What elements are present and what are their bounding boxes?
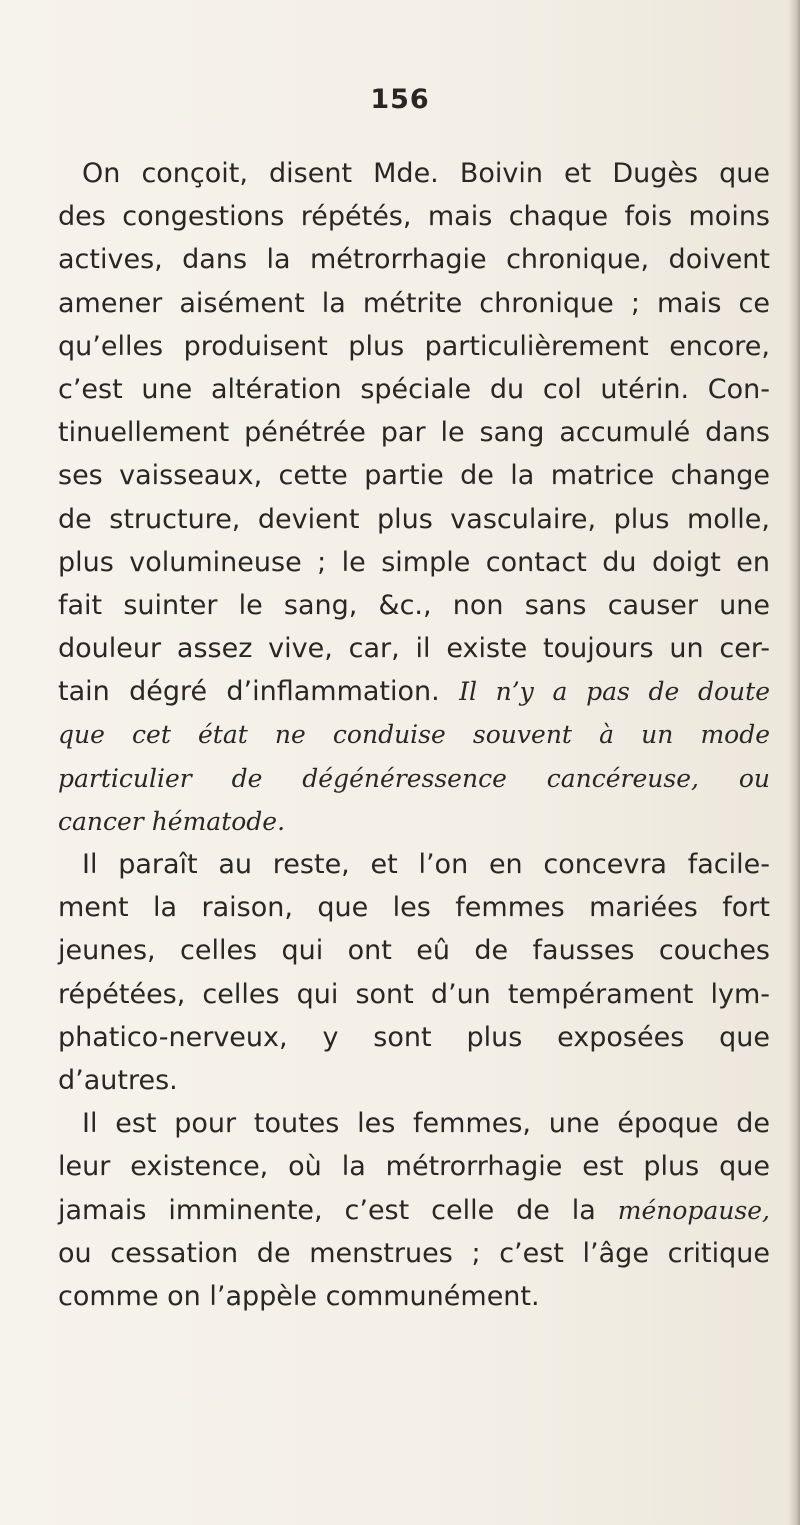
text-line: répétées, celles qui sont d’un tempérament lym-	[58, 978, 770, 1010]
text-line: leur existence, où la métrorrhagie est plus que	[58, 1151, 770, 1183]
text-line: tinuellement pénétrée par le sang accumulé dans	[58, 417, 770, 449]
text-segment: tain dégré d’inflammation.	[58, 676, 440, 708]
text-line: Il paraît au reste, et l’on en concevra facile-	[82, 849, 770, 880]
italic-text-line: cancer hématode.	[58, 806, 286, 836]
text-line: phatico-nerveux, y sont plus exposées que	[58, 1021, 770, 1053]
text-line: c’est une altération spéciale du col utérin. Con-	[58, 373, 770, 405]
text-line: douleur assez vive, car, il existe toujours un cer-	[58, 633, 770, 665]
text-line: amener aisément la métrite chronique ; mais ce	[58, 287, 770, 319]
text-line: actives, dans la métrorrhagie chronique, doivent	[58, 244, 770, 276]
text-line: qu’elles produisent plus particulièrement encore,	[58, 330, 770, 362]
text-line: de structure, devient plus vasculaire, plus molle,	[58, 503, 770, 535]
body-text	[58, 152, 770, 1318]
text-line: ses vaisseaux, cette partie de la matrice change	[58, 460, 770, 492]
text-line: d’autres.	[58, 1064, 178, 1096]
text-line: plus volumineuse ; le simple contact du doigt en	[58, 546, 770, 578]
italic-text-segment: Il n’y a pas de doute	[459, 677, 770, 707]
page-edge-shadow	[788, 0, 800, 1525]
text-line-mixed	[58, 1189, 770, 1232]
text-segment: jamais imminente, c’est celle de la	[58, 1194, 596, 1226]
text-line: Il est pour toutes les femmes, une époque de	[82, 1108, 770, 1140]
text-line: jeunes, celles qui ont eû de fausses couches	[58, 935, 770, 967]
text-line-mixed	[58, 670, 770, 713]
italic-text-line: particulier de dégénéressence cancéreuse, ou	[58, 763, 770, 793]
text-line: des congestions répétés, mais chaque fois moins	[58, 201, 770, 233]
text-line: fait suinter le sang, &c., non sans causer une	[58, 589, 770, 621]
text-line: On conçoit, disent Mde. Boivin et Dugès que	[82, 158, 770, 189]
paragraph-3	[58, 1102, 770, 1318]
paragraph-1	[58, 152, 770, 843]
text-line: comme on l’appèle communément.	[58, 1280, 540, 1312]
paragraph-2	[58, 843, 770, 1102]
page-number: 156	[370, 84, 430, 115]
text-line: ment la raison, que les femmes mariées fort	[58, 892, 770, 924]
text-line: ou cessation de menstrues ; c’est l’âge critique	[58, 1237, 770, 1269]
italic-text-line: que cet état ne conduise souvent à un mode	[58, 720, 770, 750]
italic-text-segment: ménopause,	[617, 1195, 770, 1225]
